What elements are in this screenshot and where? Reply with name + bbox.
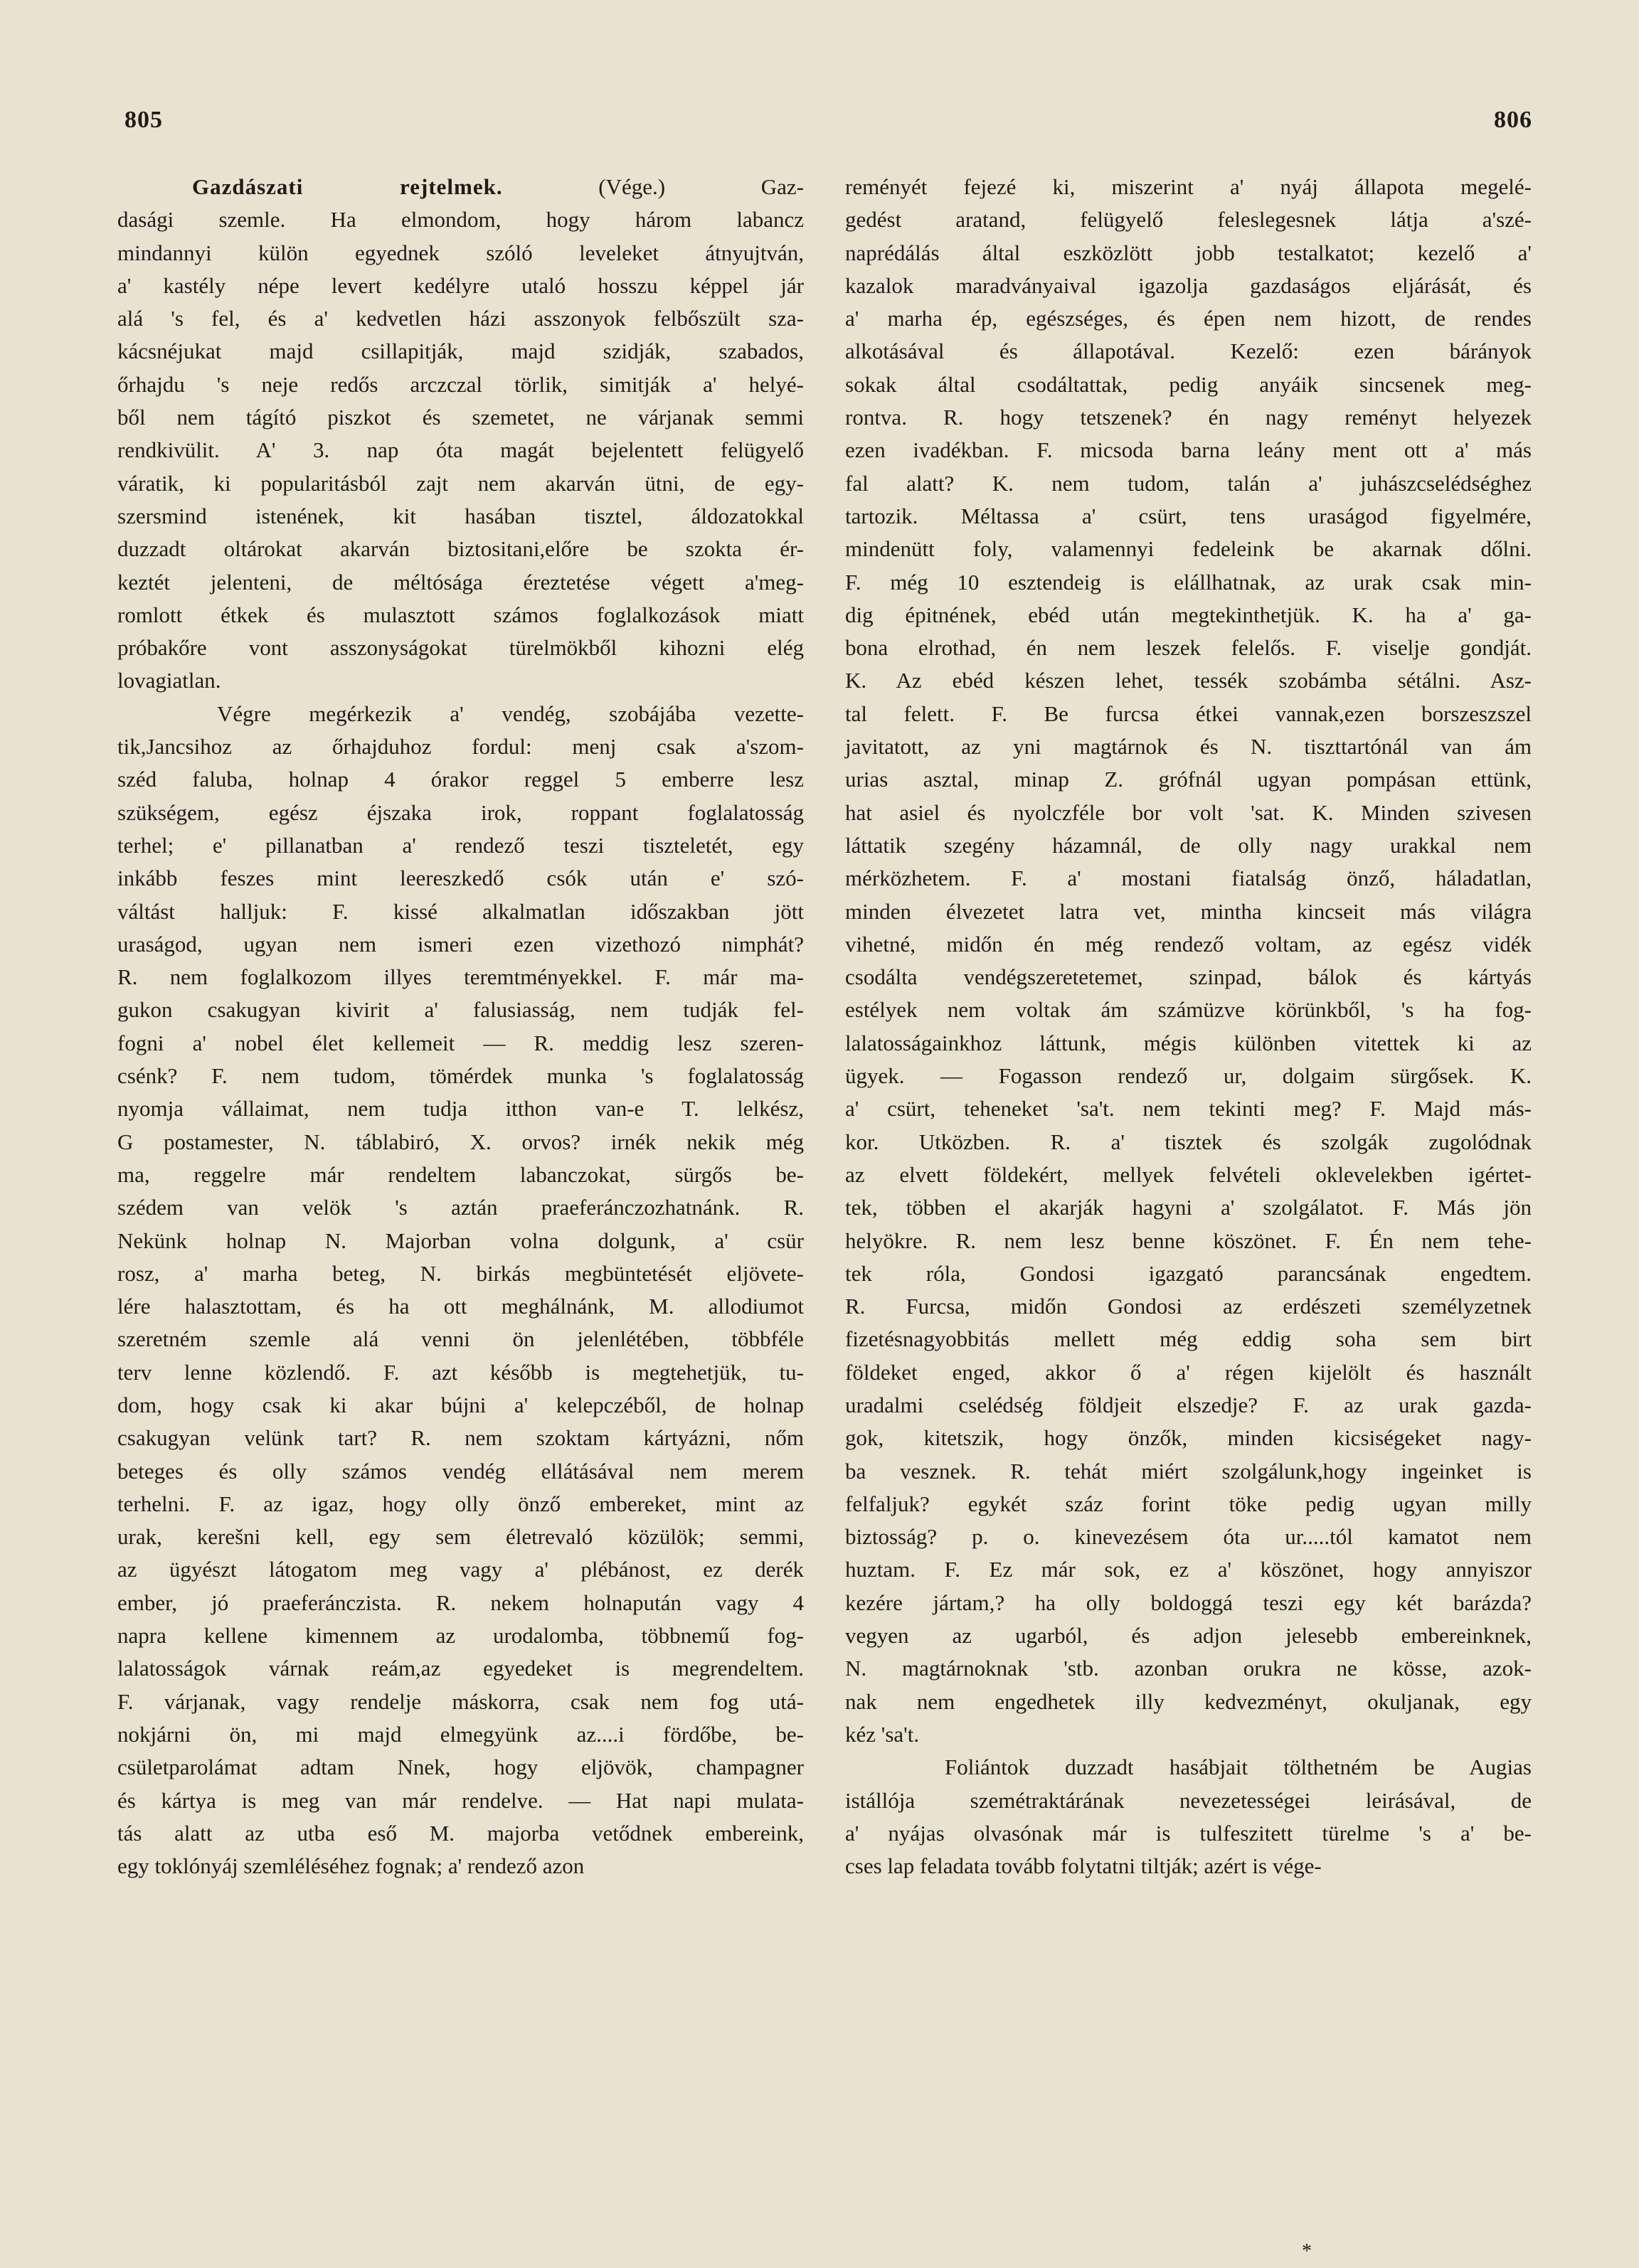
text-line: uradalmi cselédség földjeit elszedje? F. az urak gazda-	[845, 1392, 1532, 1417]
text-line: váratik, ki popularitásból zajt nem akarván ütni, de egy-	[117, 470, 804, 496]
article-title-suffix: (Vége.) Gaz-	[502, 174, 804, 199]
text-line: ügyek. — Fogasson rendező ur, dolgaim sürgősek. K.	[845, 1063, 1532, 1089]
text-line: csodálta vendégszeretetemet, szinpad, bálok és kártyás	[845, 964, 1532, 990]
text-line: sokak által csodáltattak, pedig anyáik sincsenek meg-	[845, 371, 1532, 397]
text-line: a' marha ép, egészséges, és épen nem hizott, de rendes	[845, 306, 1532, 331]
text-line: keztét jelenteni, de méltósága éreztetése végett a'meg-	[117, 569, 804, 595]
text-line: javitatott, az yni magtárnok és N. tiszttartónál van ám	[845, 734, 1532, 760]
text-line: tartozik. Méltassa a' csürt, tens uraságod figyelmére,	[845, 503, 1532, 528]
text-line: fizetésnagyobbitás mellett még eddig soha sem birt	[845, 1326, 1532, 1352]
text-line: csénk? F. nem tudom, tömérdek munka 's foglalatosság	[117, 1063, 804, 1089]
text-line: nokjárni ön, mi majd elmegyünk az....i fördőbe, be-	[117, 1721, 804, 1747]
text-line: gedést aratand, felügyelő feleslegesnek látja a'szé-	[845, 207, 1532, 233]
text-line: az elvett földekért, mellyek felvételi oklevelekben igértet-	[845, 1161, 1532, 1187]
text-line: a' nyájas olvasónak már is tulfeszitett türelme 's a' be-	[845, 1820, 1532, 1846]
text-line: dasági szemle. Ha elmondom, hogy három labancz	[117, 207, 804, 233]
footer-mark: *	[1302, 2240, 1312, 2262]
text-line: fogni a' nobel élet kellemeit — R. meddig lesz szeren-	[117, 1030, 804, 1055]
text-line: szersmind istenének, kit hasában tisztel, áldozatokkal	[117, 503, 804, 528]
text-line: cses lap feladata tovább folytatni tiltják; azért is vége-	[845, 1853, 1322, 1879]
text-line: F. még 10 esztendeig is elállhatnak, az urak csak min-	[845, 569, 1532, 595]
text-line: kácsnéjukat majd csillapitják, majd szidják, szabados,	[117, 339, 804, 364]
text-line: Végre megérkezik a' vendég, szobájába vezette-	[217, 701, 804, 726]
text-line: F. várjanak, vagy rendelje máskorra, csak nem fog utá-	[117, 1688, 804, 1714]
text-line: dig épitnének, ebéd után megtekinthetjük. K. ha a' ga-	[845, 602, 1532, 627]
text-line: duzzadt oltárokat akarván biztositani,előre be szokta ér-	[117, 536, 804, 562]
text-line: őrhajdu 's neje redős arczczal törlik, simitják a' helyé-	[117, 371, 804, 397]
text-line: hat asiel és nyolczféle bor volt 'sat. K. Minden szivesen	[845, 799, 1532, 825]
text-line: földeket enged, akkor ő a' régen kijelölt és használt	[845, 1359, 1532, 1385]
text-line: felfaljuk? egykét száz forint töke pedig ugyan milly	[845, 1491, 1532, 1516]
text-line: beteges és olly számos vendég ellátásával nem merem	[117, 1458, 804, 1484]
text-line: vihetné, midőn én még rendező voltam, az egész vidék	[845, 931, 1532, 957]
text-line: csakugyan velünk tart? R. nem szoktam kártyázni, nőm	[117, 1425, 804, 1451]
text-line: ezen ivadékban. F. micsoda barna leány ment ott a' más	[845, 437, 1532, 463]
text-line: mérközhetem. F. a' mostani fiatalság önző, háladatlan,	[845, 866, 1532, 891]
text-line: kazalok maradványaival igazolja gazdaságos eljárását, és	[845, 272, 1532, 298]
text-line: egy toklónyáj szemléléséhez fognak; a' rendező azon	[117, 1853, 585, 1879]
text-line: lalatosságainkhoz láttunk, mégis különben vitettek ki az	[845, 1030, 1532, 1055]
text-line: tás alatt az utba eső M. majorba vetődnek embereink,	[117, 1820, 804, 1846]
text-line: N. magtárnoknak 'stb. azonban orukra ne kösse, azok-	[845, 1656, 1532, 1681]
text-line: szédem van velök 's aztán praeferánczozhatnánk. R.	[117, 1195, 804, 1220]
text-line: szükségem, egész éjszaka irok, roppant foglalatosság	[117, 799, 804, 825]
text-line: napra kellene kimennem az urodalomba, többnemű fog-	[117, 1623, 804, 1649]
text-line: lére halasztottam, és ha ott meghálnánk, M. allodiumot	[117, 1294, 804, 1319]
left-column	[117, 171, 804, 1883]
text-line: Foliántok duzzadt hasábjait tölthetném be Augias	[945, 1755, 1532, 1780]
text-line: próbakőre vont asszonyságokat türelmökből kihozni elég	[117, 635, 804, 661]
text-line: urak, kerešni kell, egy sem életrevaló közülök; semmi,	[117, 1524, 804, 1550]
text-line: biztosság? p. o. kinevezésem óta ur.....tól kamatot nem	[845, 1524, 1532, 1550]
text-line: tal felett. F. Be furcsa étkei vannak,ezen borszeszszel	[845, 701, 1532, 726]
text-line: láttatik szegény házamnál, de olly nagy urakkal nem	[845, 832, 1532, 858]
text-line: alkotásával és állapotával. Kezelő: ezen bárányok	[845, 339, 1532, 364]
text-line: terhel; e' pillanatban a' rendező teszi tiszteletét, egy	[117, 832, 804, 858]
text-line: rosz, a' marha beteg, N. birkás megbüntetését eljövete-	[117, 1260, 804, 1286]
text-line: istállója szemétraktárának nevezetességei leirásával, de	[845, 1787, 1532, 1813]
text-line: mindenütt foly, valamennyi fedeleink be akarnak dőlni.	[845, 536, 1532, 562]
text-line: széd faluba, holnap 4 órakor reggel 5 emberre lesz	[117, 767, 804, 792]
text-line: rendkivülit. A' 3. nap óta magát bejelentett felügyelő	[117, 437, 804, 463]
text-line: terhelni. F. az igaz, hogy olly önző embereket, mint az	[117, 1491, 804, 1516]
text-line: alá 's fel, és a' kedvetlen házi asszonyok felbőszült sza-	[117, 306, 804, 331]
text-line: váltást halljuk: F. kissé alkalmatlan időszakban jött	[117, 898, 804, 924]
right-column	[845, 171, 1532, 1883]
text-line: lovagiatlan.	[117, 668, 221, 693]
text-line: terv lenne közlendő. F. azt később is megtehetjük, tu-	[117, 1359, 804, 1385]
page-number-left: 805	[124, 107, 163, 133]
text-line: Nekünk holnap N. Majorban volna dolgunk, a' csür	[117, 1228, 804, 1253]
text-line: huztam. F. Ez már sok, ez a' köszönet, hogy annyiszor	[845, 1557, 1532, 1582]
text-line: naprédálás által eszközlött jobb testalkatot; kezelő a'	[845, 240, 1532, 265]
text-line: fal alatt? K. nem tudom, talán a' juhászcselédséghez	[845, 470, 1532, 496]
text-line: nak nem engedhetek illy kedvezményt, okuljanak, egy	[845, 1688, 1532, 1714]
text-line: romlott étkek és mulasztott számos foglalkozások miatt	[117, 602, 804, 627]
text-line: reményét fejezé ki, miszerint a' nyáj állapota megelé-	[845, 174, 1532, 199]
text-line: urias asztal, minap Z. grófnál ugyan pompásan ettünk,	[845, 767, 1532, 792]
text-line: lalatosságok várnak reám,az egyedeket is megrendeltem.	[117, 1656, 804, 1681]
text-line: R. Furcsa, midőn Gondosi az erdészeti személyzetnek	[845, 1294, 1532, 1319]
text-line: tek róla, Gondosi igazgató parancsának engedtem.	[845, 1260, 1532, 1286]
text-line: bona elrothad, én nem leszek felelős. F. viselje gondját.	[845, 635, 1532, 661]
text-line: inkább feszes mint leereszkedő csók után e' szó-	[117, 866, 804, 891]
text-line: dom, hogy csak ki akar bújni a' kelepczéből, de holnap	[117, 1392, 804, 1417]
page-number-right: 806	[1494, 107, 1532, 133]
text-line: ba vesznek. R. tehát miért szolgálunk,hogy ingeinket is	[845, 1458, 1532, 1484]
text-line: helyökre. R. nem lesz benne köszönet. F. Én nem tehe-	[845, 1228, 1532, 1253]
text-line: mindannyi külön egyednek szóló leveleket átnyujtván,	[117, 240, 804, 265]
text-line: ember, jó praeferánczista. R. nekem holnapután vagy 4	[117, 1590, 804, 1615]
text-line: kezére jártam,? ha olly boldoggá teszi egy két barázda?	[845, 1590, 1532, 1615]
text-line: az ügyészt látogatom meg vagy a' plébánost, ez derék	[117, 1557, 804, 1582]
article-title: Gazdászati rejtelmek.	[192, 174, 503, 199]
text-line: ma, reggelre már rendeltem labanczokat, sürgős be-	[117, 1161, 804, 1187]
text-line: ből nem tágító piszkot és szemetet, ne várjanak semmi	[117, 405, 804, 430]
article-title-line	[117, 171, 804, 203]
text-line: rontva. R. hogy tetszenek? én nagy reményt helyezek	[845, 405, 1532, 430]
text-line: uraságod, ugyan nem ismeri ezen vizethozó nimphát?	[117, 931, 804, 957]
text-line: minden élvezetet latra vet, mintha kincseit más világra	[845, 898, 1532, 924]
text-line: gukon csakugyan kivirit a' falusiasság, nem tudják fel-	[117, 997, 804, 1023]
text-line: tek, többen el akarják hagyni a' szolgálatot. F. Más jön	[845, 1195, 1532, 1220]
text-line: és kártya is meg van már rendelve. — Hat napi mulata-	[117, 1787, 804, 1813]
text-line: kéz 'sa't.	[845, 1721, 920, 1747]
text-line: vegyen az ugarból, és adjon jelesebb embereinknek,	[845, 1623, 1532, 1649]
text-line: kor. Utközben. R. a' tisztek és szolgák zugolódnak	[845, 1129, 1532, 1154]
text-line: csületparolámat adtam Nnek, hogy eljövök, champagner	[117, 1755, 804, 1780]
text-line: nyomja vállaimat, nem tudja itthon van-e T. lelkész,	[117, 1096, 804, 1122]
text-line: estélyek nem voltak ám számüzve körünkből, 's ha fog-	[845, 997, 1532, 1023]
text-line: a' csürt, teheneket 'sa't. nem tekinti meg? F. Majd más-	[845, 1096, 1532, 1122]
text-line: R. nem foglalkozom illyes teremtményekkel. F. már ma-	[117, 964, 804, 990]
text-line: gok, kitetszik, hogy önzők, minden kicsiségeket nagy-	[845, 1425, 1532, 1451]
text-line: szeretném szemle alá venni ön jelenlétében, többféle	[117, 1326, 804, 1352]
text-line: a' kastély népe levert kedélyre utaló hosszu képpel jár	[117, 272, 804, 298]
text-line: K. Az ebéd készen lehet, tessék szobámba sétálni. Asz-	[845, 668, 1532, 693]
text-line: tik,Jancsihoz az őrhajduhoz fordul: menj csak a'szom-	[117, 734, 804, 760]
text-line: G postamester, N. táblabiró, X. orvos? irnék nekik még	[117, 1129, 804, 1154]
